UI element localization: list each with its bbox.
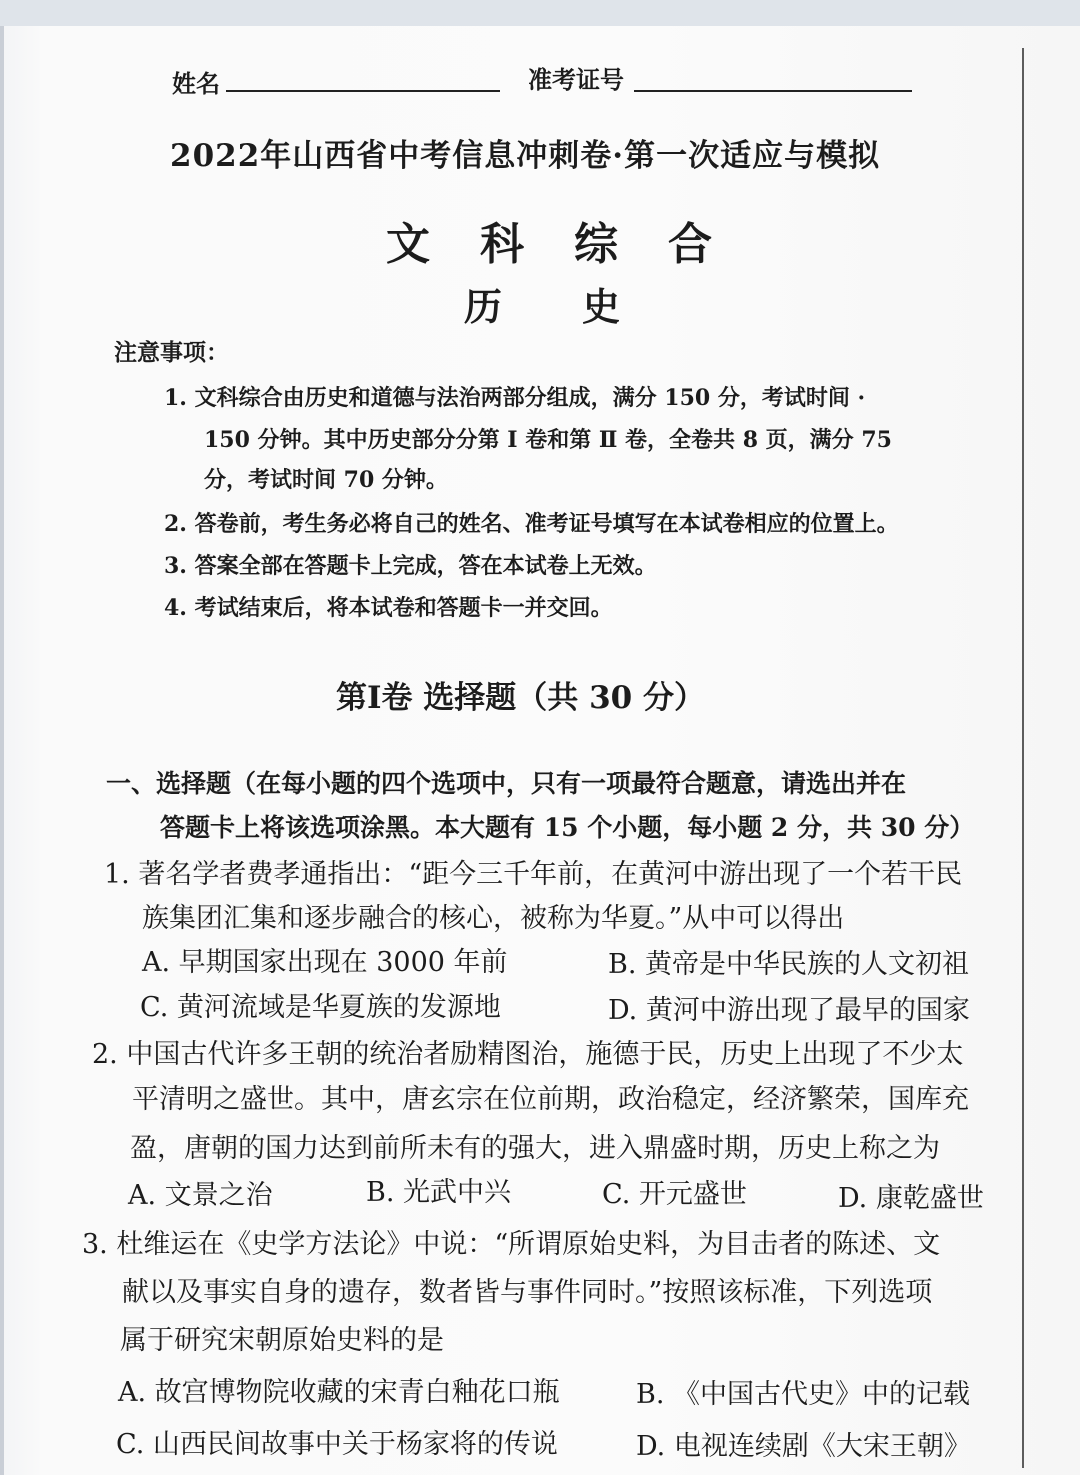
notice-item: 2. 答卷前，考生务必将自己的姓名、准考证号填写在本试卷相应的位置上。 [164,511,899,537]
question-2-option-b: B. 光武中兴 [366,1177,512,1208]
exam-id-field-line[interactable] [634,90,912,92]
question-3-text: 献以及事实自身的遗存，数者皆与事件同时。”按照该标准，下列选项 [122,1277,933,1308]
question-1-option-b: B. 黄帝是中华民族的人文初祖 [608,949,970,980]
question-3-option-a: A. 故宫博物院收藏的宋青白釉花口瓶 [118,1377,560,1408]
question-3-option-b: B. 《中国古代史》中的记载 [636,1379,971,1410]
sub-subject-title: 历史 [464,284,701,329]
notice-item: 3. 答案全部在答题卡上完成，答在本试卷上无效。 [164,553,657,579]
exam-title: 2022年山西省中考信息冲刺卷·第一次适应与模拟 [170,138,881,174]
notice-item: 1. 文科综合由历史和道德与法治两部分组成，满分 150 分，考试时间 · [164,385,866,411]
question-3-text: 属于研究宋朝原始史料的是 [120,1325,444,1356]
question-1-option-c: C. 黄河流域是华夏族的发源地 [140,992,501,1023]
question-1-option-d: D. 黄河中游出现了最早的国家 [608,995,970,1026]
subject-title: 文科综合 [386,219,762,270]
notice-item: 分，考试时间 70 分钟。 [204,467,448,493]
notice-item: 150 分钟。其中历史部分分第 Ⅰ 卷和第 Ⅱ 卷，全卷共 8 页，满分 75 [204,427,892,453]
question-2-option-d: D. 康乾盛世 [838,1183,984,1214]
exam-id-label: 准考证号 [528,65,624,94]
notice-heading: 注意事项： [114,339,229,366]
scan-left-border [0,26,4,1475]
part-instruction: 答题卡上将该选项涂黑。本大题有 15 个小题，每小题 2 分，共 30 分） [160,813,975,842]
question-2-option-c: C. 开元盛世 [602,1179,747,1210]
question-1-option-a: A. 早期国家出现在 3000 年前 [142,947,508,978]
binding-line [1022,48,1024,1468]
notice-item: 4. 考试结束后，将本试卷和答题卡一并交回。 [164,595,613,621]
question-1-text: 1. 著名学者费孝通指出：“距今三千年前，在黄河中游出现了一个若干民 [104,859,963,890]
name-field-line[interactable] [226,90,500,92]
question-2-text: 平清明之盛世。其中，唐玄宗在位前期，政治稳定，经济繁荣，国库充 [132,1084,969,1115]
question-1-text: 族集团汇集和逐步融合的核心，被称为华夏。”从中可以得出 [142,903,845,934]
name-label: 姓名 [172,69,220,98]
question-3-option-d: D. 电视连续剧《大宋王朝》 [636,1431,971,1462]
question-2-text: 盈，唐朝的国力达到前所未有的强大，进入鼎盛时期，历史上称之为 [130,1133,940,1164]
question-3-text: 3. 杜维运在《史学方法论》中说：“所谓原始史料，为目击者的陈述、文 [82,1229,941,1260]
part-instruction: 一、选择题（在每小题的四个选项中，只有一项最符合题意，请选出并在 [106,769,907,798]
scan-top-border [0,0,1080,26]
question-3-option-c: C. 山西民间故事中关于杨家将的传说 [116,1429,558,1460]
section-title: 第Ⅰ卷 选择题（共 30 分） [336,680,706,716]
question-2-option-a: A. 文景之治 [128,1180,273,1211]
question-2-text: 2. 中国古代许多王朝的统治者励精图治，施德于民，历史上出现了不少太 [92,1039,964,1070]
